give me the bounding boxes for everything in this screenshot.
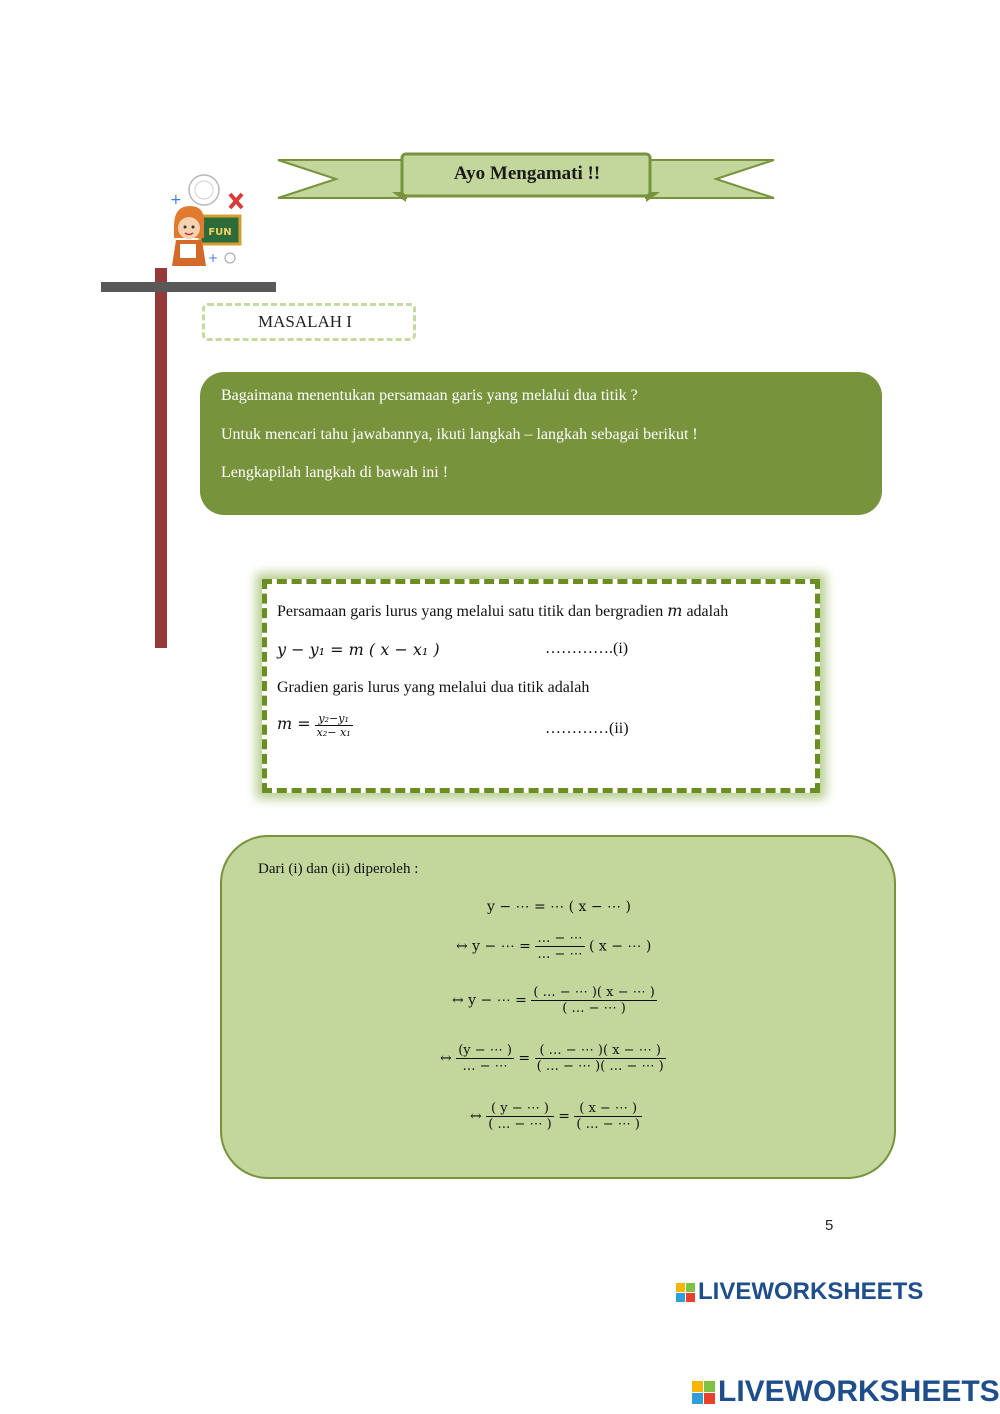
logo-mark-icon xyxy=(676,1283,695,1302)
logo-text: LIVEWORKSHEETS xyxy=(718,1375,1000,1408)
svg-text:FUN: FUN xyxy=(208,227,232,238)
point-slope-equation: y − y₁ = m ( x − x₁ ) xyxy=(277,640,440,659)
logo-text: LIVEWORKSHEETS xyxy=(698,1278,924,1305)
derivation-step-5: ↔ $\frac{( y - \cdots )}{( \dots - \cdots )}$ = $\frac{( x - \cdots )}{( \dots - \cdots )}$ xyxy=(470,1101,640,1132)
svg-text:+: + xyxy=(208,251,219,265)
instruction-line: Untuk mencari tahu jawabannya, ikuti langkah – langkah sebagai berikut ! xyxy=(221,426,698,443)
formula-box xyxy=(262,579,820,793)
derivation-step-3: ↔ y − ⋯ = $\frac{( \dots - \cdots )( x - \cdots )}{( \dots - \cdots )}$ xyxy=(452,985,655,1016)
derivation-step-2: ↔ y − ⋯ = $\frac{\dots - \cdots}{\dots - \cdots}$ ( x − ⋯ ) xyxy=(456,931,652,962)
page-number: 5 xyxy=(825,1217,834,1234)
section-label: MASALAH I xyxy=(258,312,352,331)
banner-title: Ayo Mengamati !! xyxy=(453,163,601,184)
derivation-step-4: ↔ $\frac{(y - \cdots )}{\dots - \cdots}$ = $\frac{( \dots - \cdots )( x - \cdots )}{( \dots - \cdots )( \dots - \cdots )}$ xyxy=(440,1043,664,1074)
derivation-title: Dari (i) dan (ii) diperoleh : xyxy=(258,861,419,877)
question-line: Bagaimana menentukan persamaan garis yang melalui dua titik ? xyxy=(221,387,638,404)
gradient-formula: m = $\frac{\text{y₂−y₁}}{\text{x₂− x₁}}$ xyxy=(277,712,351,739)
liveworksheets-logo-footer[interactable] xyxy=(692,1375,1000,1409)
horizontal-accent-bar xyxy=(101,282,276,292)
liveworksheets-logo[interactable] xyxy=(676,1278,923,1306)
formula-intro-1: Persamaan garis lurus yang melalui satu titik dan bergradien m adalah xyxy=(277,601,729,620)
derivation-box xyxy=(220,835,896,1179)
equation-ref-ii: …………(ii) xyxy=(545,720,629,737)
vertical-accent-bar xyxy=(155,268,167,648)
mascot-illustration xyxy=(160,164,250,272)
derivation-step-1: y − ⋯ = ⋯ ( x − ⋯ ) xyxy=(487,899,631,915)
logo-mark-icon xyxy=(692,1381,715,1404)
equation-ref-i: ………….(i) xyxy=(545,640,629,657)
question-box xyxy=(200,372,882,515)
instruction-line: Lengkapilah langkah di bawah ini ! xyxy=(221,464,449,481)
formula-intro-2: Gradien garis lurus yang melalui dua titik adalah xyxy=(277,679,590,696)
svg-text:+: + xyxy=(170,192,182,208)
